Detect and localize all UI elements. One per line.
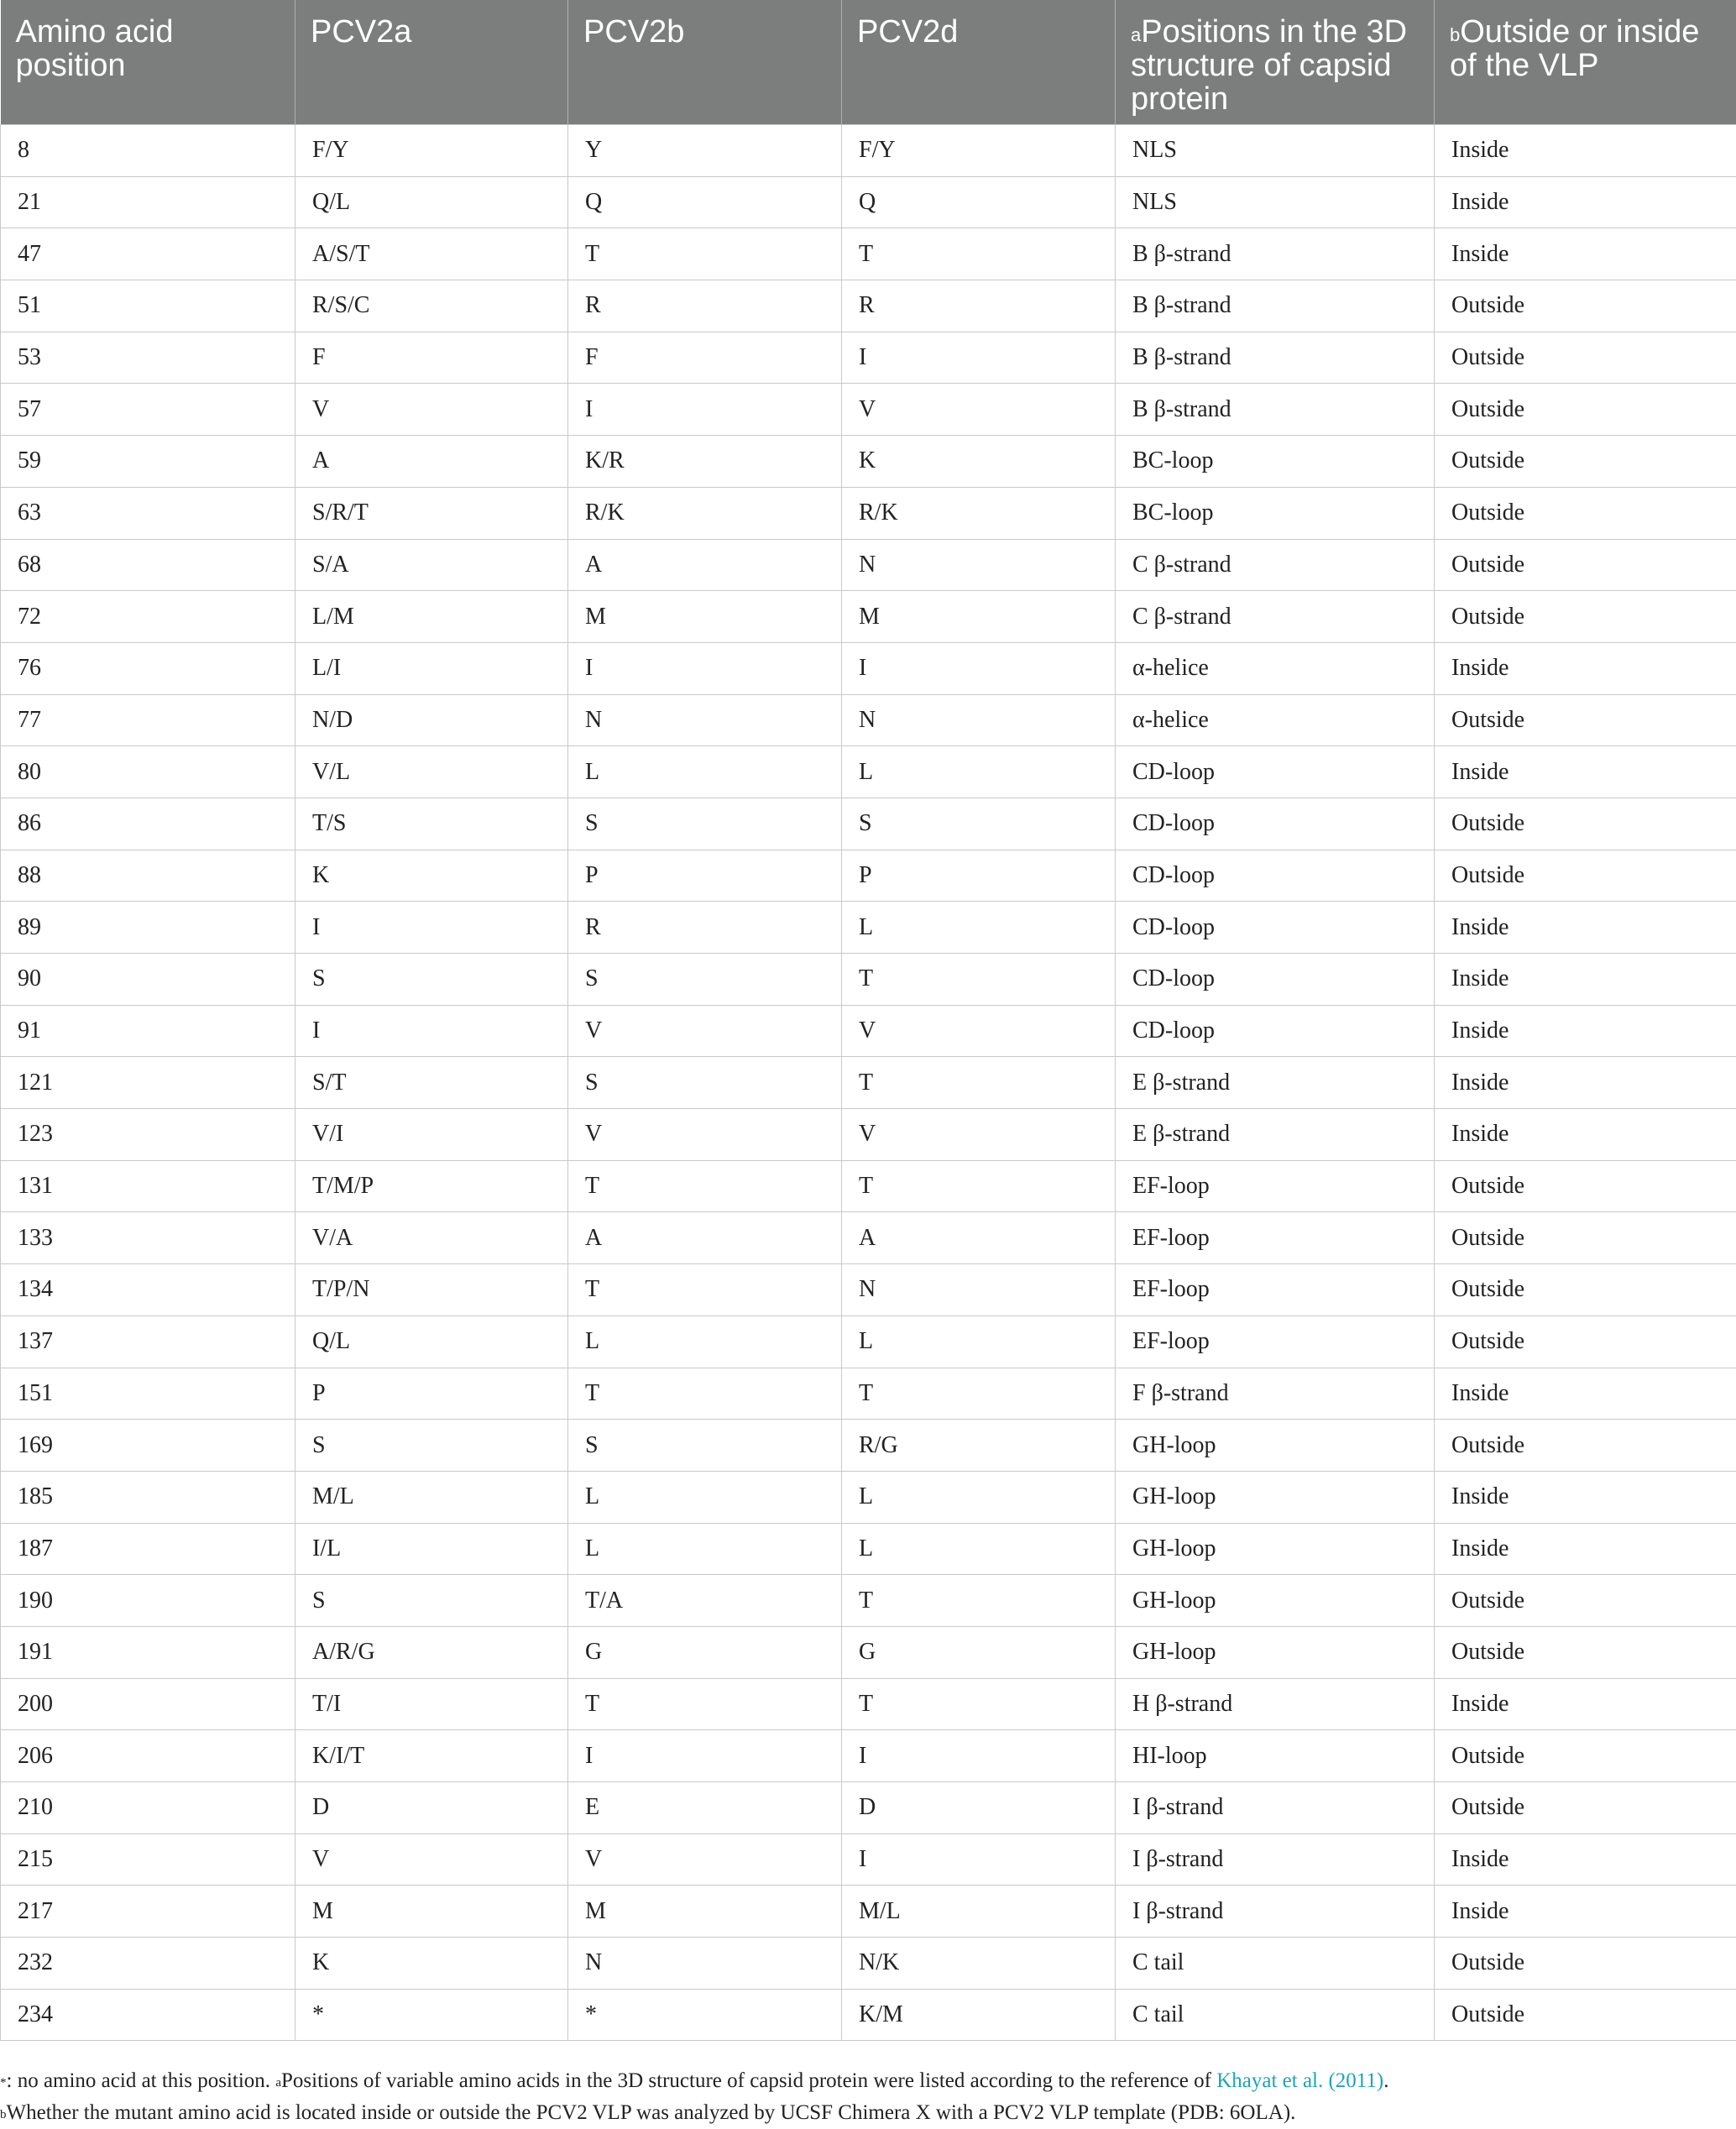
- cell-pcv2d: L: [842, 1471, 1116, 1523]
- cell-pcv2d: K: [842, 436, 1116, 488]
- cell-vlp-location: Outside: [1435, 487, 1736, 539]
- cell-position: 47: [1, 228, 295, 280]
- cell-3d-position: α-helice: [1116, 642, 1435, 694]
- cell-pcv2a: S: [295, 1575, 568, 1627]
- cell-3d-position: GH-loop: [1116, 1471, 1435, 1523]
- cell-pcv2a: T/P/N: [295, 1264, 568, 1316]
- cell-pcv2a: K: [295, 850, 568, 902]
- table-row: [1, 1109, 1736, 1161]
- cell-position: 133: [1, 1212, 295, 1264]
- cell-pcv2d: I: [842, 332, 1116, 384]
- cell-position: 21: [1, 176, 295, 228]
- footnote-a-end: .: [1383, 2069, 1388, 2092]
- cell-pcv2b: E: [568, 1782, 842, 1834]
- header-amino-acid-position: [1, 0, 295, 125]
- cell-pcv2b: M: [568, 1886, 842, 1938]
- footnote-b-marker: b: [0, 2108, 7, 2121]
- cell-pcv2a: V/I: [295, 1109, 568, 1161]
- cell-position: 232: [1, 1938, 295, 1990]
- cell-pcv2b: M: [568, 591, 842, 643]
- cell-position: 90: [1, 954, 295, 1006]
- cell-position: 59: [1, 436, 295, 488]
- table-row: [1, 1782, 1736, 1834]
- cell-pcv2b: S: [568, 1420, 842, 1472]
- footnote-star-text: : no amino acid at this position.: [7, 2069, 276, 2092]
- table-row: [1, 1471, 1736, 1523]
- table-row: [1, 694, 1736, 746]
- cell-position: 68: [1, 539, 295, 591]
- cell-pcv2a: A/S/T: [295, 228, 568, 280]
- table-row: [1, 642, 1736, 694]
- cell-pcv2d: T: [842, 954, 1116, 1006]
- table-row: [1, 1316, 1736, 1368]
- cell-position: 121: [1, 1057, 295, 1109]
- header-3d-position: [1116, 0, 1435, 125]
- cell-vlp-location: Inside: [1435, 746, 1736, 798]
- table-body: [1, 125, 1736, 2041]
- footnote-marker: a: [1131, 24, 1141, 45]
- header-pcv2d: [842, 0, 1116, 125]
- cell-vlp-location: Inside: [1435, 1678, 1736, 1730]
- cell-pcv2a: K/I/T: [295, 1730, 568, 1782]
- header-label: PCV2a: [311, 14, 411, 50]
- cell-3d-position: E β-strand: [1116, 1057, 1435, 1109]
- cell-3d-position: NLS: [1116, 125, 1435, 177]
- cell-pcv2b: T: [568, 1678, 842, 1730]
- table-row: [1, 1523, 1736, 1575]
- cell-vlp-location: Outside: [1435, 694, 1736, 746]
- cell-vlp-location: Outside: [1435, 539, 1736, 591]
- table-header: [1, 0, 1736, 125]
- cell-pcv2a: I: [295, 1005, 568, 1057]
- cell-pcv2d: I: [842, 642, 1116, 694]
- table-row: [1, 1730, 1736, 1782]
- cell-pcv2d: T: [842, 228, 1116, 280]
- cell-position: 91: [1, 1005, 295, 1057]
- cell-3d-position: NLS: [1116, 176, 1435, 228]
- table-row: [1, 1886, 1736, 1938]
- cell-3d-position: C tail: [1116, 1989, 1435, 2041]
- cell-pcv2d: K/M: [842, 1989, 1116, 2041]
- table-row: [1, 798, 1736, 850]
- cell-pcv2a: M: [295, 1886, 568, 1938]
- cell-pcv2b: R/K: [568, 487, 842, 539]
- cell-pcv2b: Q: [568, 176, 842, 228]
- table-row: [1, 591, 1736, 643]
- table-row: [1, 228, 1736, 280]
- cell-pcv2a: A: [295, 436, 568, 488]
- cell-3d-position: B β-strand: [1116, 384, 1435, 436]
- cell-3d-position: CD-loop: [1116, 1005, 1435, 1057]
- cell-pcv2a: M/L: [295, 1471, 568, 1523]
- cell-vlp-location: Outside: [1435, 591, 1736, 643]
- cell-vlp-location: Outside: [1435, 1938, 1736, 1990]
- cell-position: 206: [1, 1730, 295, 1782]
- cell-3d-position: EF-loop: [1116, 1160, 1435, 1212]
- cell-3d-position: I β-strand: [1116, 1886, 1435, 1938]
- cell-vlp-location: Outside: [1435, 1212, 1736, 1264]
- cell-3d-position: BC-loop: [1116, 436, 1435, 488]
- table-row: [1, 1212, 1736, 1264]
- footnote-b-text: Whether the mutant amino acid is located inside or outside the PCV2 VLP was analyzed by UCSF Chimera X with a PCV2 VLP template (PDB: 6OLA).: [7, 2101, 1296, 2124]
- cell-pcv2b: F: [568, 332, 842, 384]
- cell-pcv2b: S: [568, 954, 842, 1006]
- cell-pcv2d: T: [842, 1057, 1116, 1109]
- footnote-a-marker: a: [275, 2076, 281, 2090]
- cell-position: 63: [1, 487, 295, 539]
- cell-vlp-location: Outside: [1435, 280, 1736, 332]
- cell-3d-position: CD-loop: [1116, 850, 1435, 902]
- cell-pcv2d: T: [842, 1160, 1116, 1212]
- table-row: [1, 332, 1736, 384]
- cell-3d-position: BC-loop: [1116, 487, 1435, 539]
- cell-pcv2b: I: [568, 642, 842, 694]
- cell-position: 134: [1, 1264, 295, 1316]
- cell-3d-position: CD-loop: [1116, 954, 1435, 1006]
- cell-pcv2d: L: [842, 746, 1116, 798]
- cell-vlp-location: Inside: [1435, 642, 1736, 694]
- table-row: [1, 1160, 1736, 1212]
- cell-pcv2a: *: [295, 1989, 568, 2041]
- cell-pcv2a: Q/L: [295, 1316, 568, 1368]
- cell-pcv2d: N/K: [842, 1938, 1116, 1990]
- cell-pcv2d: L: [842, 902, 1116, 954]
- cell-position: 151: [1, 1368, 295, 1420]
- cell-position: 200: [1, 1678, 295, 1730]
- cell-3d-position: F β-strand: [1116, 1368, 1435, 1420]
- table-row: [1, 384, 1736, 436]
- cell-vlp-location: Outside: [1435, 1989, 1736, 2041]
- cell-vlp-location: Inside: [1435, 1057, 1736, 1109]
- cell-vlp-location: Inside: [1435, 1005, 1736, 1057]
- cell-pcv2d: M/L: [842, 1886, 1116, 1938]
- cell-position: 187: [1, 1523, 295, 1575]
- cell-vlp-location: Outside: [1435, 436, 1736, 488]
- cell-pcv2b: R: [568, 902, 842, 954]
- table-row: [1, 487, 1736, 539]
- cell-pcv2a: F: [295, 332, 568, 384]
- cell-position: 77: [1, 694, 295, 746]
- cell-vlp-location: Inside: [1435, 1833, 1736, 1886]
- cell-3d-position: HI-loop: [1116, 1730, 1435, 1782]
- cell-3d-position: I β-strand: [1116, 1833, 1435, 1886]
- table-row: [1, 1626, 1736, 1678]
- cell-pcv2b: L: [568, 746, 842, 798]
- cell-pcv2d: P: [842, 850, 1116, 902]
- cell-pcv2b: A: [568, 539, 842, 591]
- header-row: [1, 0, 1736, 125]
- cell-pcv2d: L: [842, 1523, 1116, 1575]
- cell-3d-position: GH-loop: [1116, 1523, 1435, 1575]
- cell-pcv2a: S/A: [295, 539, 568, 591]
- footnote-marker: b: [1450, 24, 1460, 45]
- table-row: [1, 1368, 1736, 1420]
- cell-3d-position: α-helice: [1116, 694, 1435, 746]
- cell-pcv2d: L: [842, 1316, 1116, 1368]
- cell-pcv2a: S/T: [295, 1057, 568, 1109]
- cell-3d-position: C β-strand: [1116, 591, 1435, 643]
- footnote-a-text: Positions of variable amino acids in the 3D structure of capsid protein were listed according to the reference of: [281, 2069, 1216, 2092]
- cell-vlp-location: Outside: [1435, 1420, 1736, 1472]
- cell-3d-position: EF-loop: [1116, 1316, 1435, 1368]
- table-row: [1, 176, 1736, 228]
- cell-pcv2d: S: [842, 798, 1116, 850]
- table-row: [1, 1833, 1736, 1886]
- cell-pcv2b: P: [568, 850, 842, 902]
- table-row: [1, 436, 1736, 488]
- cell-pcv2a: T/I: [295, 1678, 568, 1730]
- table-row: [1, 1005, 1736, 1057]
- cell-3d-position: E β-strand: [1116, 1109, 1435, 1161]
- cell-3d-position: B β-strand: [1116, 228, 1435, 280]
- cell-3d-position: GH-loop: [1116, 1575, 1435, 1627]
- footnote-star-marker: *: [0, 2076, 7, 2090]
- cell-3d-position: EF-loop: [1116, 1212, 1435, 1264]
- reference-link[interactable]: Khayat et al. (2011): [1216, 2069, 1383, 2092]
- cell-3d-position: CD-loop: [1116, 798, 1435, 850]
- cell-pcv2d: N: [842, 539, 1116, 591]
- cell-3d-position: EF-loop: [1116, 1264, 1435, 1316]
- cell-pcv2d: D: [842, 1782, 1116, 1834]
- cell-vlp-location: Outside: [1435, 384, 1736, 436]
- cell-position: 131: [1, 1160, 295, 1212]
- cell-3d-position: CD-loop: [1116, 902, 1435, 954]
- cell-pcv2a: V: [295, 1833, 568, 1886]
- cell-pcv2b: K/R: [568, 436, 842, 488]
- cell-position: 76: [1, 642, 295, 694]
- cell-pcv2a: Q/L: [295, 176, 568, 228]
- table-row: [1, 1057, 1736, 1109]
- cell-pcv2b: A: [568, 1212, 842, 1264]
- cell-vlp-location: Outside: [1435, 798, 1736, 850]
- cell-pcv2b: V: [568, 1005, 842, 1057]
- cell-3d-position: C tail: [1116, 1938, 1435, 1990]
- cell-pcv2b: V: [568, 1833, 842, 1886]
- header-label: Amino acid position: [16, 14, 174, 83]
- header-label: Positions in the 3D structure of capsid protein: [1131, 14, 1407, 117]
- cell-position: 88: [1, 850, 295, 902]
- cell-vlp-location: Outside: [1435, 1160, 1736, 1212]
- cell-pcv2a: S: [295, 954, 568, 1006]
- cell-pcv2b: L: [568, 1471, 842, 1523]
- cell-pcv2b: R: [568, 280, 842, 332]
- cell-pcv2b: T: [568, 228, 842, 280]
- cell-vlp-location: Outside: [1435, 1264, 1736, 1316]
- cell-vlp-location: Outside: [1435, 850, 1736, 902]
- cell-position: 169: [1, 1420, 295, 1472]
- cell-pcv2a: I/L: [295, 1523, 568, 1575]
- cell-vlp-location: Inside: [1435, 1886, 1736, 1938]
- cell-pcv2a: R/S/C: [295, 280, 568, 332]
- cell-pcv2a: T/S: [295, 798, 568, 850]
- cell-pcv2b: I: [568, 1730, 842, 1782]
- cell-pcv2a: V/L: [295, 746, 568, 798]
- cell-pcv2d: G: [842, 1626, 1116, 1678]
- cell-pcv2b: N: [568, 1938, 842, 1990]
- cell-position: 215: [1, 1833, 295, 1886]
- cell-vlp-location: Inside: [1435, 954, 1736, 1006]
- cell-pcv2a: P: [295, 1368, 568, 1420]
- cell-pcv2d: N: [842, 694, 1116, 746]
- cell-position: 57: [1, 384, 295, 436]
- cell-pcv2a: K: [295, 1938, 568, 1990]
- cell-pcv2a: A/R/G: [295, 1626, 568, 1678]
- cell-pcv2d: T: [842, 1575, 1116, 1627]
- cell-pcv2b: L: [568, 1316, 842, 1368]
- cell-pcv2b: T: [568, 1160, 842, 1212]
- cell-position: 80: [1, 746, 295, 798]
- header-label: Outside or inside of the VLP: [1450, 14, 1699, 83]
- cell-pcv2b: S: [568, 1057, 842, 1109]
- table-row: [1, 1575, 1736, 1627]
- cell-vlp-location: Outside: [1435, 1730, 1736, 1782]
- table-row: [1, 1989, 1736, 2041]
- cell-pcv2a: N/D: [295, 694, 568, 746]
- cell-pcv2d: M: [842, 591, 1116, 643]
- header-pcv2b: [568, 0, 842, 125]
- table-row: [1, 954, 1736, 1006]
- cell-vlp-location: Inside: [1435, 1523, 1736, 1575]
- cell-position: 210: [1, 1782, 295, 1834]
- cell-3d-position: B β-strand: [1116, 332, 1435, 384]
- cell-position: 185: [1, 1471, 295, 1523]
- cell-pcv2d: I: [842, 1833, 1116, 1886]
- cell-vlp-location: Inside: [1435, 176, 1736, 228]
- cell-vlp-location: Outside: [1435, 1316, 1736, 1368]
- cell-pcv2b: T/A: [568, 1575, 842, 1627]
- cell-pcv2a: L/M: [295, 591, 568, 643]
- cell-position: 191: [1, 1626, 295, 1678]
- cell-vlp-location: Inside: [1435, 1368, 1736, 1420]
- cell-pcv2a: T/M/P: [295, 1160, 568, 1212]
- cell-pcv2d: T: [842, 1368, 1116, 1420]
- cell-pcv2a: V: [295, 384, 568, 436]
- cell-position: 234: [1, 1989, 295, 2041]
- cell-vlp-location: Outside: [1435, 1575, 1736, 1627]
- table-row: [1, 1938, 1736, 1990]
- cell-pcv2d: V: [842, 384, 1116, 436]
- cell-position: 51: [1, 280, 295, 332]
- footnote-line-1: [0, 2065, 1736, 2097]
- cell-pcv2b: *: [568, 1989, 842, 2041]
- cell-vlp-location: Inside: [1435, 902, 1736, 954]
- cell-3d-position: I β-strand: [1116, 1782, 1435, 1834]
- cell-vlp-location: Inside: [1435, 228, 1736, 280]
- cell-pcv2b: T: [568, 1368, 842, 1420]
- cell-position: 217: [1, 1886, 295, 1938]
- cell-pcv2d: V: [842, 1005, 1116, 1057]
- cell-pcv2b: N: [568, 694, 842, 746]
- cell-pcv2b: Y: [568, 125, 842, 177]
- cell-position: 190: [1, 1575, 295, 1627]
- cell-vlp-location: Inside: [1435, 125, 1736, 177]
- cell-3d-position: H β-strand: [1116, 1678, 1435, 1730]
- cell-position: 53: [1, 332, 295, 384]
- cell-pcv2b: L: [568, 1523, 842, 1575]
- cell-vlp-location: Inside: [1435, 1471, 1736, 1523]
- cell-pcv2b: G: [568, 1626, 842, 1678]
- cell-pcv2d: T: [842, 1678, 1116, 1730]
- table-row: [1, 280, 1736, 332]
- cell-pcv2a: F/Y: [295, 125, 568, 177]
- cell-position: 137: [1, 1316, 295, 1368]
- cell-pcv2b: S: [568, 798, 842, 850]
- cell-pcv2d: R/G: [842, 1420, 1116, 1472]
- table-row: [1, 850, 1736, 902]
- cell-3d-position: CD-loop: [1116, 746, 1435, 798]
- cell-pcv2a: I: [295, 902, 568, 954]
- cell-position: 123: [1, 1109, 295, 1161]
- header-vlp-location: [1435, 0, 1736, 125]
- table-row: [1, 902, 1736, 954]
- cell-position: 89: [1, 902, 295, 954]
- header-pcv2a: [295, 0, 568, 125]
- cell-pcv2a: D: [295, 1782, 568, 1834]
- header-label: PCV2d: [857, 14, 958, 50]
- cell-pcv2d: F/Y: [842, 125, 1116, 177]
- cell-pcv2b: I: [568, 384, 842, 436]
- table-row: [1, 746, 1736, 798]
- cell-pcv2d: N: [842, 1264, 1116, 1316]
- cell-position: 8: [1, 125, 295, 177]
- footnote-line-2: [0, 2097, 1736, 2129]
- cell-pcv2d: V: [842, 1109, 1116, 1161]
- cell-vlp-location: Outside: [1435, 332, 1736, 384]
- table-row: [1, 1678, 1736, 1730]
- cell-pcv2d: Q: [842, 176, 1116, 228]
- cell-pcv2d: I: [842, 1730, 1116, 1782]
- table-row: [1, 1264, 1736, 1316]
- cell-pcv2d: R/K: [842, 487, 1116, 539]
- header-label: PCV2b: [583, 14, 684, 50]
- cell-3d-position: C β-strand: [1116, 539, 1435, 591]
- cell-pcv2a: S: [295, 1420, 568, 1472]
- cell-vlp-location: Outside: [1435, 1782, 1736, 1834]
- table-row: [1, 1420, 1736, 1472]
- cell-pcv2d: A: [842, 1212, 1116, 1264]
- cell-position: 72: [1, 591, 295, 643]
- cell-pcv2a: S/R/T: [295, 487, 568, 539]
- cell-pcv2a: V/A: [295, 1212, 568, 1264]
- cell-3d-position: GH-loop: [1116, 1626, 1435, 1678]
- cell-3d-position: B β-strand: [1116, 280, 1435, 332]
- cell-vlp-location: Inside: [1435, 1109, 1736, 1161]
- table-row: [1, 125, 1736, 177]
- table-footnotes: [0, 2065, 1736, 2129]
- cell-pcv2a: L/I: [295, 642, 568, 694]
- cell-pcv2b: T: [568, 1264, 842, 1316]
- table-row: [1, 539, 1736, 591]
- cell-vlp-location: Outside: [1435, 1626, 1736, 1678]
- cell-pcv2b: V: [568, 1109, 842, 1161]
- cell-pcv2d: R: [842, 280, 1116, 332]
- cell-3d-position: GH-loop: [1116, 1420, 1435, 1472]
- cell-position: 86: [1, 798, 295, 850]
